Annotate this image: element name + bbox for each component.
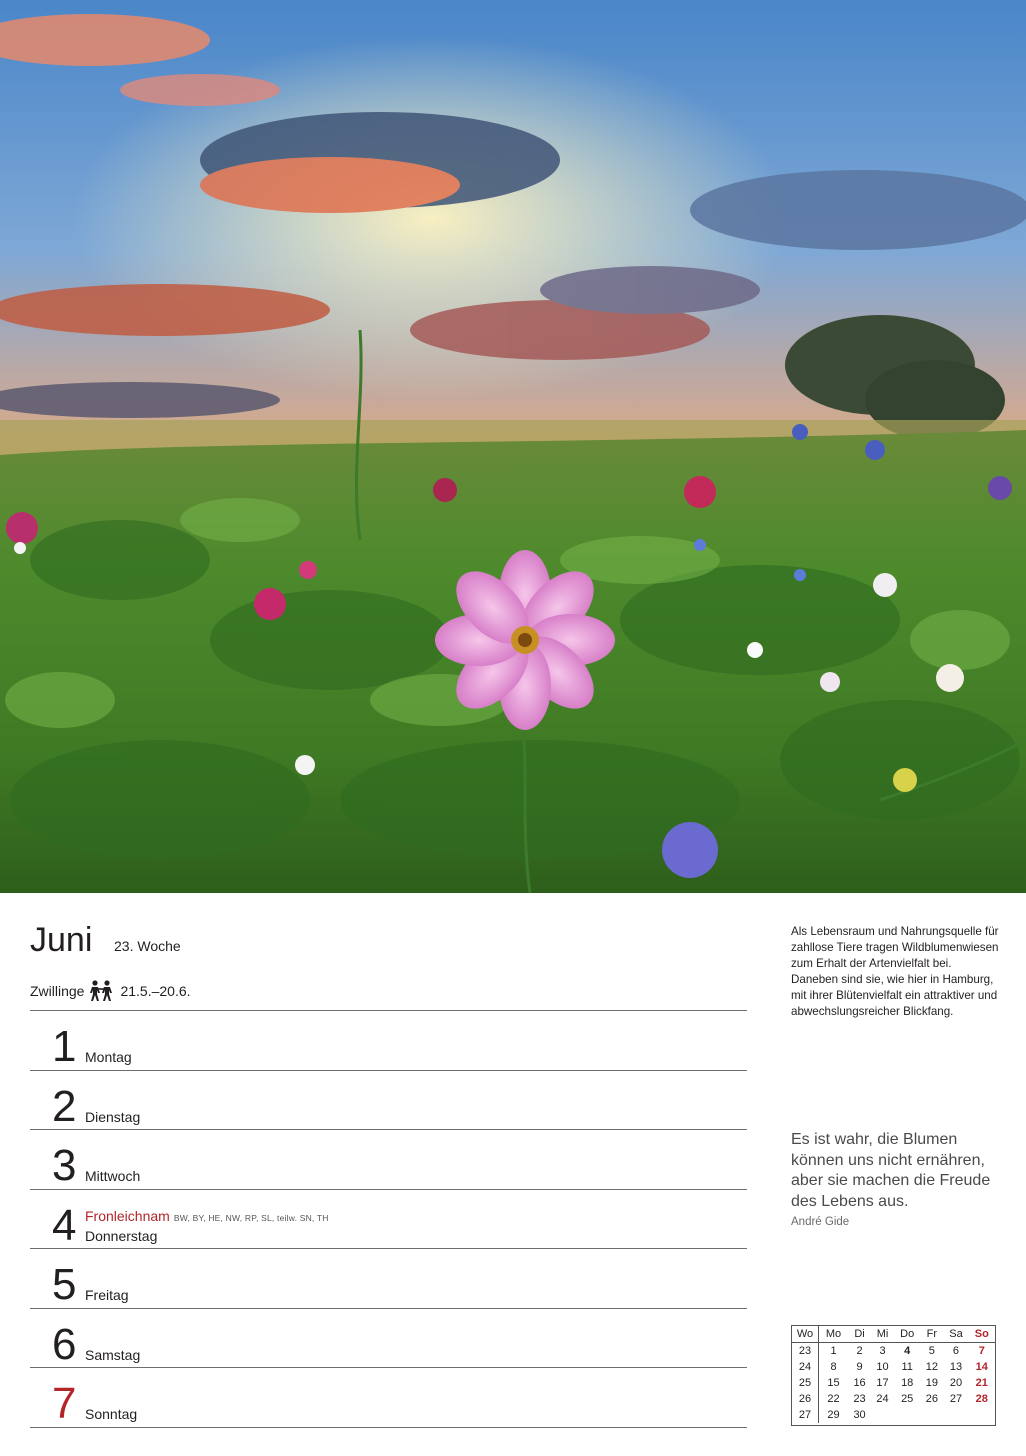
day-row-2[interactable]	[30, 1070, 747, 1130]
day-name: Mittwoch	[85, 1168, 141, 1184]
mini-header-do: Do	[894, 1326, 920, 1343]
mini-header-week: Wo	[792, 1326, 819, 1343]
zodiac-dates: 21.5.–20.6.	[120, 983, 191, 999]
day-name: Montag	[85, 1049, 132, 1065]
mini-day-cell: 27	[949, 1393, 963, 1405]
day-row-5[interactable]	[30, 1248, 747, 1308]
mini-day-cell: 5	[928, 1345, 935, 1357]
mini-day-cell: 1	[830, 1345, 837, 1357]
mini-calendar-row	[792, 1359, 995, 1375]
day-number: 4	[52, 1200, 77, 1250]
zodiac-name: Zwillinge	[30, 983, 85, 999]
mini-calendar	[791, 1325, 996, 1426]
holiday-label	[85, 1208, 329, 1224]
mini-day-cell: 26	[925, 1393, 938, 1405]
mini-day-cell: 30	[853, 1409, 866, 1421]
day-row-1[interactable]	[30, 1010, 747, 1070]
mini-day-cell: 11	[901, 1361, 913, 1373]
holiday-name: Fronleichnam	[85, 1207, 170, 1224]
day-row-3[interactable]	[30, 1129, 747, 1189]
mini-day-cell: 8	[830, 1361, 837, 1373]
mini-day-cell: 20	[949, 1377, 963, 1389]
mini-week-number: 26	[792, 1391, 819, 1407]
day-row-6[interactable]	[30, 1308, 747, 1368]
mini-header-mi: Mi	[871, 1326, 894, 1343]
mini-day-cell: 28	[975, 1393, 988, 1405]
holiday-states: BW, BY, HE, NW, RP, SL, teilw. SN, TH	[173, 1212, 329, 1223]
mini-calendar-body	[792, 1343, 995, 1424]
mini-day-cell: 21	[975, 1377, 988, 1389]
mini-day-cell	[920, 1407, 943, 1423]
mini-day-cell: 29	[827, 1409, 840, 1421]
day-number: 1	[52, 1022, 77, 1071]
day-number: 7	[52, 1379, 77, 1428]
photo-description: Als Lebensraum und Nahrungsquelle für zahllose Tiere tragen Wildblumenwiesen zum Erhalt der Artenvielfalt bei. Daneben sind sie, wie hier in Hamburg, mit ihrer Blütenvielfalt ein attraktiver und abwechslungsreicher Blickfang.	[791, 925, 999, 1018]
mini-day-cell: 19	[925, 1377, 938, 1389]
mini-day-cell: 17	[876, 1377, 889, 1389]
mini-day-cell: 22	[827, 1393, 840, 1405]
mini-header-fr: Fr	[920, 1326, 943, 1343]
mini-day-cell: 15	[827, 1377, 840, 1389]
day-row-4[interactable]	[30, 1189, 747, 1249]
mini-day-cell: 13	[949, 1361, 963, 1373]
mini-day-cell: 2	[856, 1345, 863, 1357]
mini-header-di: Di	[848, 1326, 871, 1343]
mini-week-number: 24	[792, 1359, 819, 1375]
mini-day-cell: 12	[925, 1361, 938, 1373]
zodiac-line	[30, 980, 191, 1002]
mini-week-number: 25	[792, 1375, 819, 1391]
mini-header-sa: Sa	[943, 1326, 968, 1343]
mini-day-cell	[943, 1407, 968, 1423]
mini-day-cell	[894, 1407, 920, 1423]
mini-day-cell	[871, 1407, 894, 1423]
day-number: 3	[52, 1141, 77, 1190]
quote-text: Es ist wahr, die Blumen können uns nicht ernähren, aber sie machen die Freude des Lebens aus.	[791, 1131, 991, 1210]
day-name: Freitag	[85, 1287, 129, 1303]
week-number: 23. Woche	[114, 938, 181, 954]
mini-day-cell: 7	[978, 1345, 985, 1357]
day-number: 2	[52, 1081, 77, 1131]
mini-day-cell: 14	[975, 1361, 988, 1373]
mini-day-cell: 23	[853, 1393, 866, 1405]
mini-day-cell	[969, 1407, 995, 1423]
mini-week-number: 27	[792, 1407, 819, 1423]
day-number: 6	[52, 1319, 77, 1369]
mini-day-cell: 6	[952, 1345, 960, 1357]
quote-author: André Gide	[791, 1216, 850, 1228]
day-number: 5	[52, 1260, 77, 1309]
month-title: Juni	[30, 921, 93, 959]
mini-day-cell: 4	[904, 1345, 911, 1357]
mini-calendar-row	[792, 1391, 995, 1407]
mini-header-mo: Mo	[819, 1326, 849, 1343]
mini-calendar-header	[792, 1326, 995, 1343]
day-row-7[interactable]	[30, 1367, 747, 1428]
day-name: Samstag	[85, 1346, 141, 1363]
mini-calendar-row	[792, 1343, 995, 1360]
day-name: Sonntag	[85, 1406, 138, 1422]
mini-calendar-table	[792, 1326, 995, 1423]
day-name: Dienstag	[85, 1108, 141, 1125]
day-name: Donnerstag	[85, 1227, 158, 1244]
mini-calendar-row	[792, 1407, 995, 1423]
mini-day-cell: 9	[856, 1361, 863, 1373]
mini-day-cell: 24	[876, 1393, 889, 1405]
mini-day-cell: 3	[879, 1345, 886, 1357]
gemini-icon	[88, 980, 114, 1002]
mini-day-cell: 16	[853, 1377, 866, 1389]
mini-day-cell: 18	[901, 1377, 914, 1389]
day-list	[30, 1010, 747, 1428]
mini-day-cell: 10	[876, 1361, 889, 1373]
mini-header-so: So	[969, 1326, 995, 1343]
mini-day-cell: 25	[901, 1393, 914, 1405]
mini-week-number: 23	[792, 1343, 819, 1360]
mini-calendar-row	[792, 1375, 995, 1391]
